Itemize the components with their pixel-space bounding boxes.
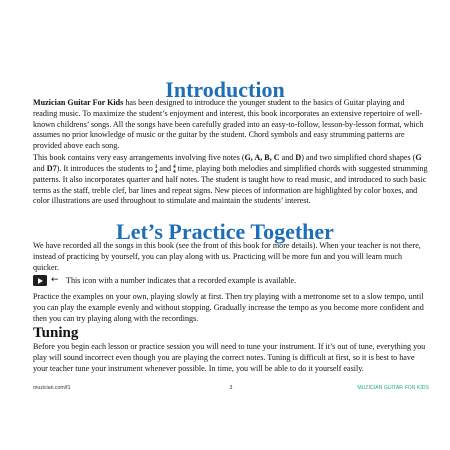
time-signature-3-4-top: 3 [154,164,158,170]
introduction-heading: Introduction [165,77,285,102]
recording-icon-note-text: This icon with a number indicates that a recorded example is available. [66,276,297,285]
note-d: D [295,153,302,162]
time-signature-3-4-bottom: 4 [154,169,158,175]
footer-book-title: MUZICIAN GUITAR FOR KIDS [357,385,429,391]
intro-p2-part-a: This book contains very easy arrangements involving five notes ( [33,153,245,162]
practice-paragraph-1: We have recorded all the songs in this book (see the front of this book for more details). When your teacher is not there, instead of practicing by yourself, you can play along with us. Practicing will be more fun and you will learn much quicker. [33,241,421,272]
page-footer [33,383,429,393]
page-number: 3 [229,385,233,391]
arrow-left-icon: ← [51,275,59,285]
intro-paragraph-1-text: has been designed to introduce the younger student to the basics of Guitar playing and reading music. To maximize the student’s enjoyment and interest, this book incorporates an extensive repertoire of well-known childrens’ songs. All the songs have been carefully graded into an easy-to-follow, lesson-by-lesson format, which assumes no prior knowledge of music or the guitar by the student. Chord symbols and easy strumming patterns are provided above each song. [33,98,424,151]
book-title-bold: Muzician Guitar For Kids [33,98,124,107]
time-signature-4-4-top: 4 [173,164,176,170]
intro-p2-and-3: and [157,163,174,173]
intro-paragraph-1 [33,98,429,152]
intro-p2-part-c: ). It introduces the students to [56,163,155,173]
tuning-heading: Tuning [33,325,79,341]
tuning-paragraph: Before you begin each lesson or practice session you will need to tune your instrument. If it’s out of tune, everything you play will sound incorrect even though you are playing the correct notes. Tuning is difficult at first, so it is best to have your teacher tune your instrument whenever possible. In time, you will be able to do it yourself easily. [33,342,426,373]
intro-p2-part-b: ) and two simplified chord shapes ( [301,153,416,162]
time-signature-4-4-bottom: 4 [173,169,176,175]
intro-paragraph-2 [33,153,429,207]
play-icon [33,275,47,286]
recording-icon-note [33,275,429,287]
chord-d7: D7 [46,163,57,173]
intro-p2-part-d: time, playing both melodies and simplified chords with suggested strumming patterns. It also incorporates quarter and half notes. The student is taught how to read music, and introduced to such basic terms as the staff, treble clef, bar lines and repeat signs. New pieces of information are highlighted by color boxes, and color illustrations are used throughout to stimulate and maintain the students’ interest. [33,163,428,206]
footer-url: muzician.com/f1 [33,385,71,391]
intro-p2-and-2: and [33,163,47,173]
practice-paragraph-2: Practice the examples on your own, playing slowly at first. Then try playing with a metronome set to a slow tempo, until you can play the example evenly and without stopping. Gradually increase the tempo as you become more confident and then you can try playing along with the recordings. [33,292,424,323]
intro-p2-and: and [279,153,296,162]
practice-heading: Let’s Practice Together [116,219,334,244]
notes-list: G, A, B, C [244,153,280,162]
chord-g: G [415,153,422,162]
